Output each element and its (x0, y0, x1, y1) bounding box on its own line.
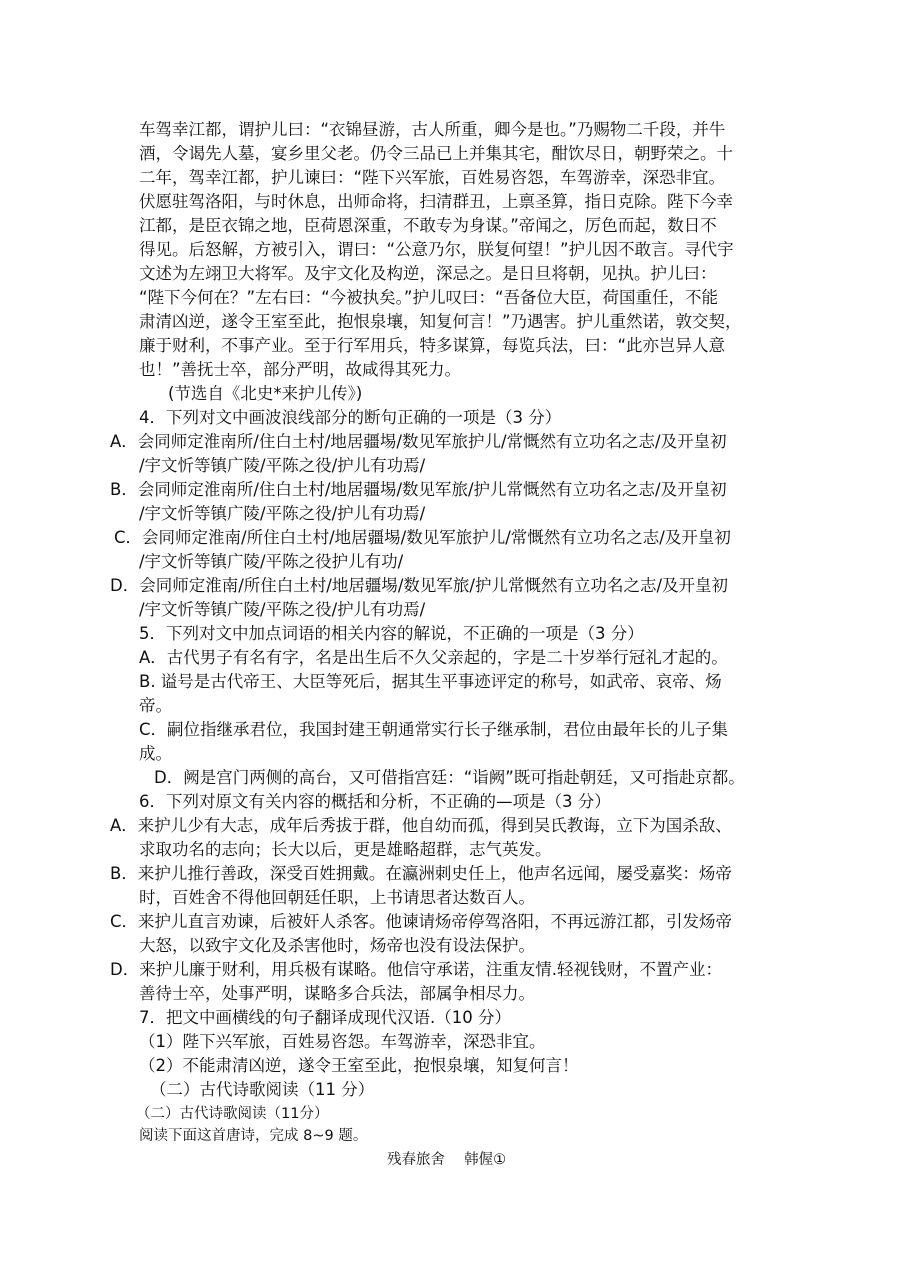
passage-line: 也！”善抚士卒，部分严明，故咸得其死力。 (139, 360, 462, 379)
passage-line: 二年，驾幸江都，护儿谏曰：“陛下兴军旅，百姓易咨怨，车驾游幸，深恐非宜。 (139, 168, 726, 187)
q7-sentence-2: （2）不能肃清凶逆，遂令王室至此，抱恨泉壤，知复何言！ (139, 1056, 579, 1075)
passage-line: 廉于财利，不事产业。至于行军用兵，特多谋算，每览兵法，曰：“此亦岂异人意 (139, 336, 726, 355)
passage-line: 江都，是臣衣锦之地，臣荷恩深重，不敢专为身谋。”帝闻之，厉色而起，数日不 (139, 216, 717, 235)
q4-option-d: D．会同师定淮南/所住白土村/地居疆埸/数见军旅/护儿常慨然有立功名之志/及开皇初 (110, 576, 729, 595)
passage-line: 伏愿驻驾洛阳，与时休息，出师命将，扫清群丑，上禀圣算，指日克除。陛下今幸 (139, 192, 733, 211)
q6-option-b-cont: 时，百姓舍不得他回朝廷任职，上书请思者达数百人。 (139, 888, 535, 907)
q4-option-b-cont: /宇文忻等镇广陵/平陈之役/护儿有功焉/ (139, 504, 426, 523)
poem-instruction: 阅读下面这首唐诗，完成 8~9 题。 (139, 1128, 368, 1144)
q4-option-d-cont: /宇文忻等镇广陵/平陈之役/护儿有功焉/ (139, 600, 426, 619)
q6-option-a-cont: 求取功名的志向；长大以后，更是雄略超群，志气英发。 (139, 840, 552, 859)
q5-option-b: B. 谥号是古代帝王、大臣等死后，据其生平事迹评定的称号，如武帝、哀帝、炀 (139, 672, 722, 691)
question-6-stem: 6．下列对原文有关内容的概括和分析，不正确的—项是（3 分） (139, 792, 611, 811)
question-7-stem: 7．把文中画横线的句子翻译成现代汉语.（10 分） (139, 1008, 511, 1027)
section-heading-small: （二）古代诗歌阅读（11分） (136, 1106, 329, 1122)
section-heading: （二）古代诗歌阅读（11 分） (150, 1080, 375, 1099)
q6-option-d: D．来护儿廉于财利，用兵极有谋略。他信守承诺，注重友情.轻视钱财，不置产业： (110, 960, 722, 979)
passage-line: 酒，令谒先人墓，宴乡里父老。仍令三品已上并集其宅，酣饮尽日，朝野荣之。十 (139, 144, 733, 163)
q4-option-a: A．会同师定淮南所/住白土村/地居疆埸/数见军旅护儿/常慨然有立功名之志/及开皇初 (110, 432, 727, 451)
source-citation: (节选自《北史*来护儿传》) (168, 384, 363, 403)
q6-option-a: A．来护儿少有大志，成年后秀拔于群，他自幼而孤，得到吴氏教诲，立下为国杀敌、 (110, 816, 732, 835)
q5-option-d: D．阙是宫门两侧的高台，又可借指宫廷：“诣阙”既可指赴朝廷，又可指赴京都。 (154, 768, 745, 787)
poem-title: 残春旅舍 韩偓① (387, 1152, 507, 1168)
passage-line: 肃清凶逆，遂令王室至此，抱恨泉壤，知复何言！”乃遇害。护儿重然诺，敦交契， (139, 312, 742, 331)
q6-option-b: B．来护儿推行善政，深受百姓拥戴。在瀛洲刺史任上，他声名远闻，屡受嘉奖：炀帝 (110, 864, 732, 883)
q4-option-c: C．会同师定淮南/所住白土村/地居疆埸/数见军旅护儿/常慨然有立功名之志/及开皇初 (114, 528, 731, 547)
q4-option-c-cont: /宇文忻等镇广陵/平陈之役护儿有功/ (139, 552, 404, 571)
q6-option-c: C．来护儿直言劝谏，后被奸人杀客。他谏请炀帝停驾洛阳，不再远游江都，引发炀帝 (110, 912, 733, 931)
question-4-stem: 4．下列对文中画波浪线部分的断句正确的一项是（3 分） (139, 408, 562, 427)
passage-line: 文述为左翊卫大将军。及宇文化及构逆，深忌之。是日旦将朝，见执。护儿曰： (139, 264, 717, 283)
q6-option-d-cont: 善待士卒，处事严明，谋略多合兵法，部属争相尽力。 (139, 984, 535, 1003)
q4-option-a-cont: /宇文忻等镇广陵/平陈之役/护儿有功焉/ (139, 456, 426, 475)
question-5-stem: 5．下列对文中加点词语的相关内容的解说，不正确的一项是（3 分） (139, 624, 644, 643)
passage-line: 车驾幸江都，谓护儿曰：“衣锦昼游，古人所重，卿今是也。”乃赐物二千段，并牛 (139, 120, 726, 139)
q4-option-b: B．会同师定淮南所/住白土村/地居疆埸/数见军旅/护儿常慨然有立功名之志/及开皇初 (110, 480, 727, 499)
passage-line: 得见。后怒解，方被引入，谓曰：“公意乃尔，朕复何望！”护儿因不敢言。寻代宇 (139, 240, 734, 259)
q6-option-c-cont: 大怒，以致宇文化及杀害他时，炀帝也没有设法保护。 (139, 936, 535, 955)
q5-option-b-cont: 帝。 (139, 696, 172, 715)
q5-option-a: A．古代男子有名有字，名是出生后不久父亲起的，字是二十岁举行冠礼才起的。 (139, 648, 728, 667)
q5-option-c: C．嗣位指继承君位，我国封建王朝通常实行长子继承制，君位由最年长的儿子集 (139, 720, 729, 739)
q5-option-c-cont: 成。 (139, 744, 172, 763)
q7-sentence-1: （1）陛下兴军旅，百姓易咨怨。车驾游幸，深恐非宜。 (139, 1032, 546, 1051)
passage-line: “陛下今何在？”左右曰：“今被执矣。”护儿叹曰：“吾备位大臣，荷国重任，不能 (139, 288, 718, 307)
